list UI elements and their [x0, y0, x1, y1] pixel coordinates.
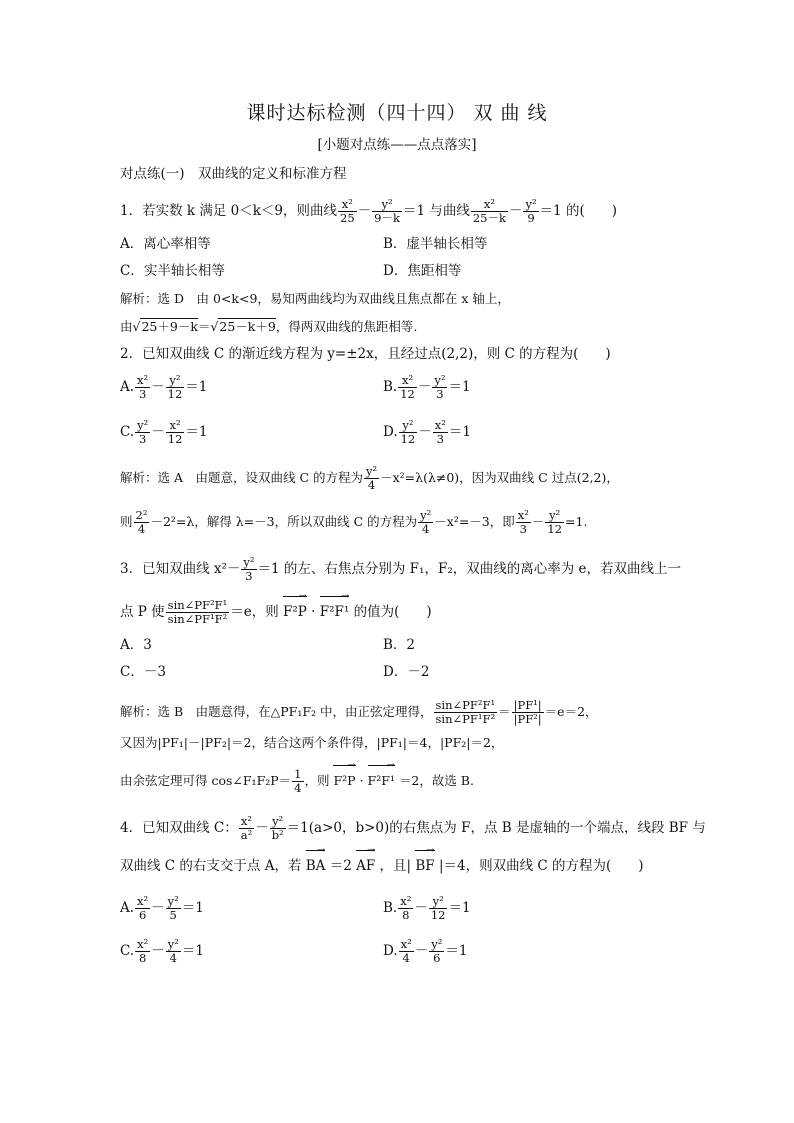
q2-ana2-c: －x²=－3，即 [434, 514, 515, 529]
q2-d-d2: 3 [436, 432, 444, 446]
q1-stem-text: 1．若实数 k 满足 0＜k＜9，则曲线 [120, 203, 338, 219]
q2-ana2-frac1 [134, 509, 150, 536]
q4-c-d2: 4 [169, 951, 177, 965]
q1-frac-1-den: 25 [340, 211, 355, 225]
q4-line2-c: ，且| [375, 858, 416, 874]
q2-b-eq: ＝1 [448, 379, 471, 395]
q3-ana3-vector-2: → F²F¹ [368, 772, 395, 790]
q3-ana3-vector-1: → F²P [333, 772, 355, 790]
q4-frac-2-n: y² [270, 815, 286, 829]
q2-a-n2: y² [166, 374, 185, 388]
q2-d-minus: － [418, 424, 432, 440]
q4-a-n2: y² [167, 894, 179, 908]
q4-b-frac2 [429, 895, 448, 922]
q2-c-minus: － [151, 424, 165, 440]
q4-c-n1: x² [137, 937, 149, 951]
q3-analysis-1 [120, 699, 598, 726]
q1-stem-end: ＝1 的( ) [539, 203, 617, 219]
q2-a-frac2 [166, 374, 185, 401]
q4-b-d2: 12 [430, 908, 446, 922]
q2-option-c [120, 419, 207, 446]
q1-option-c: C．实半轴长相等 [120, 263, 225, 279]
q4-c-frac2 [166, 938, 181, 965]
q4-c-eq: ＝1 [181, 943, 204, 959]
q3-option-d: D．－2 [383, 664, 430, 680]
q2-option-d [383, 419, 471, 446]
q1-analysis-1: 解析：选 D 由 0<k<9，易知两曲线均为双曲线且焦点都在 x 轴上， [120, 291, 510, 306]
q2-ana1-n: y² [366, 464, 378, 478]
q3-stem-a: 3．已知双曲线 x²－ [120, 561, 241, 577]
q2-d-eq: ＝1 [448, 424, 471, 440]
q1-frac-1 [338, 198, 357, 225]
q2-b-n1: x² [398, 374, 417, 388]
q3-ana1-b: ＝e＝2， [544, 704, 598, 719]
q3-stem-1 [120, 556, 681, 583]
q4-d-d1: 4 [402, 951, 410, 965]
q3-ana1-eq: ＝ [498, 704, 511, 719]
q4-d-d2: 6 [433, 951, 441, 965]
q3-vector-1: → F²P [283, 603, 307, 621]
q3-option-a: A．3 [120, 637, 152, 653]
q4-a-d2: 5 [169, 908, 177, 922]
q2-c-label: C. [120, 424, 135, 440]
q3-sin-n: sin∠PF²F¹ [167, 598, 228, 612]
q2-a-eq: ＝1 [185, 379, 208, 395]
q4-b-frac1 [398, 895, 413, 922]
q4-c-n2: y² [167, 937, 179, 951]
q4-a-label: A. [120, 900, 135, 916]
q3-stem-b: ＝1 的左、右焦点分别为 F₁，F₂，双曲线的离心率为 e，若双曲线上一 [257, 561, 682, 577]
q1-option-a: A．离心率相等 [120, 236, 211, 252]
q4-option-a [120, 895, 204, 922]
q1-minus-1: － [357, 203, 372, 219]
q4-b-eq: ＝1 [448, 900, 471, 916]
q3-option-b: B．2 [383, 637, 416, 653]
q4-option-d [383, 938, 467, 965]
q4-d-n2: y² [431, 937, 443, 951]
q4-b-d1: 8 [402, 908, 410, 922]
q1-frac-4 [523, 198, 538, 225]
q3-line2-c: 的值为( ) [349, 604, 432, 620]
q2-c-eq: ＝1 [185, 424, 208, 440]
q2-b-frac2 [432, 374, 447, 401]
q1-option-d: D．焦距相等 [383, 263, 462, 279]
q2-analysis-2 [120, 509, 587, 536]
q1-ana2-d: 25－k＋9 [219, 319, 276, 334]
q2-ana1-b: －x²=λ(λ≠0)，因为双曲线 C 过点(2,2)， [380, 470, 619, 485]
q1-stem [120, 198, 617, 225]
q2-ana1-a: 解析：选 A 由题意，设双曲线 C 的方程为 [120, 470, 364, 485]
q4-b-n2: y² [429, 895, 448, 909]
q2-ana1-frac [364, 465, 379, 492]
q4-d-frac1 [399, 938, 414, 965]
q4-vector-ba: → BA [306, 857, 326, 875]
q3-ana3-d: 4 [294, 781, 302, 795]
q2-c-d1: 3 [139, 432, 147, 446]
q2-ana2-d3: 3 [519, 522, 527, 536]
q2-b-n2: y² [434, 373, 446, 387]
q4-frac-1-d: a² [240, 828, 253, 842]
q2-ana2-e: =1. [565, 514, 588, 529]
q4-b-minus: － [414, 900, 428, 916]
q4-a-eq: ＝1 [181, 900, 204, 916]
q1-frac-3 [471, 198, 508, 225]
q1-frac-1-num: x² [338, 198, 357, 212]
q1-ana2-c: ＝√ [197, 319, 219, 334]
q2-ana2-n3: x² [517, 508, 529, 522]
q1-option-b: B．虚半轴长相等 [383, 236, 488, 252]
q4-d-minus: － [414, 943, 429, 959]
q4-vector-bf: → BF [415, 857, 434, 875]
q2-ana2-frac3 [516, 509, 531, 536]
q3-frac [241, 556, 256, 583]
q2-option-b [383, 374, 471, 401]
q2-a-d1: 3 [138, 387, 147, 401]
q2-ana2-frac2 [418, 509, 433, 536]
q4-stem-1 [120, 815, 706, 842]
q1-analysis-2 [120, 318, 417, 336]
q1-frac-4-num: y² [525, 197, 537, 211]
q2-b-label: B. [383, 379, 398, 395]
q2-option-a [120, 374, 207, 401]
q2-ana2-frac4 [545, 509, 564, 536]
q3-ana3-dot: · [355, 773, 368, 788]
q2-d-frac2 [433, 419, 448, 446]
q2-ana1-d: 4 [367, 478, 376, 492]
q1-mid-text: ＝1 与曲线 [402, 203, 470, 219]
q3-dot: · [306, 604, 320, 620]
q1-frac-4-den: 9 [527, 211, 535, 225]
q3-vector-2: → F²F¹ [320, 603, 350, 621]
q2-b-d1: 12 [400, 387, 415, 401]
q2-ana2-d2: 4 [422, 522, 430, 536]
q2-c-frac2 [166, 419, 185, 446]
q2-d-n2: x² [434, 418, 446, 432]
q4-b-n1: x² [400, 894, 412, 908]
q4-stem-2 [120, 857, 644, 875]
q4-line2-b: ＝2 [325, 858, 357, 874]
q2-c-d2: 12 [167, 432, 183, 446]
q3-ana1-n1: sin∠PF²F¹ [435, 698, 496, 712]
q1-ana2-b: 25＋9－k [141, 319, 198, 334]
q4-c-label: C. [120, 943, 135, 959]
q2-c-n2: x² [166, 419, 185, 433]
q4-a-frac1 [135, 895, 150, 922]
section-heading: 对点练(一) 双曲线的定义和标准方程 [120, 166, 347, 182]
q4-option-b [383, 895, 471, 922]
q2-ana2-b: －2²=λ，解得 λ=－3，所以双曲线 C 的方程为 [150, 514, 418, 529]
page-title: 课时达标检测（四十四） 双 曲 线 [246, 102, 548, 124]
q3-line2-b: ＝e，则 [230, 604, 283, 620]
q2-ana2-n4: y² [545, 509, 564, 523]
q4-minus: － [255, 820, 269, 836]
q4-stem-a: 4．已知双曲线 C： [120, 820, 238, 836]
q2-d-n1: y² [399, 419, 418, 433]
q3-line2-a: 点 P 使 [120, 604, 165, 620]
q4-vector-af: → AF [356, 857, 375, 875]
q4-a-n1: x² [137, 894, 149, 908]
q2-ana2-n1: 2² [135, 508, 148, 522]
q1-frac-3-num: x² [471, 198, 508, 212]
q1-frac-2-den: 9－k [374, 211, 400, 225]
q2-a-label: A. [120, 379, 135, 395]
q3-ana3-c: ＝2，故选 B. [394, 773, 474, 788]
q4-c-d1: 8 [139, 951, 147, 965]
q3-ana3-a: 由余弦定理可得 cos∠F₁F₂P＝ [120, 773, 292, 788]
q3-frac-n: y² [243, 555, 255, 569]
q4-frac-1-n: x² [239, 815, 254, 829]
q3-option-c: C．－3 [120, 664, 166, 680]
q2-stem: 2．已知双曲线 C 的渐近线方程为 y=±2x，且经过点(2,2)，则 C 的方程为( ) [120, 346, 611, 362]
q4-a-minus: － [151, 900, 165, 916]
q2-ana2-d1: 4 [137, 522, 146, 536]
q2-c-frac1 [135, 419, 150, 446]
q2-a-frac1 [135, 374, 150, 401]
q1-frac-2-num: y² [372, 198, 402, 212]
q3-ana1-d2: |PF²| [513, 712, 542, 726]
q3-ana1-frac2 [512, 699, 544, 726]
q4-d-label: D. [383, 943, 398, 959]
q3-sin-d: sin∠PF¹F² [167, 612, 228, 626]
q4-d-eq: ＝1 [445, 943, 468, 959]
q2-b-d2: 3 [436, 387, 444, 401]
q2-analysis-1 [120, 465, 619, 492]
q4-c-frac1 [135, 938, 150, 965]
page-subtitle: [小题对点练——点点落实] [317, 137, 477, 153]
q4-frac-2-d: b² [271, 828, 284, 842]
q3-ana3-frac [292, 768, 303, 795]
q1-ana2-a: 由√ [120, 319, 141, 334]
q4-frac-1 [239, 815, 254, 842]
q4-stem-b: ＝1(a>0，b>0)的右焦点为 F，点 B 是虚轴的一个端点，线段 BF 与 [286, 820, 706, 836]
q2-ana2-minus: － [531, 514, 545, 529]
q3-ana1-d1: sin∠PF¹F² [435, 712, 496, 726]
q2-d-label: D. [383, 424, 398, 440]
q2-ana2-d4: 12 [547, 522, 563, 536]
q1-minus-2: － [508, 203, 523, 219]
q2-ana2-a: 则 [120, 514, 133, 529]
q3-ana3-b: ，则 [304, 773, 334, 788]
q2-ana2-n2: y² [420, 508, 432, 522]
q3-stem-2 [120, 599, 432, 626]
q3-sin-frac [166, 599, 230, 626]
q2-b-frac1 [398, 374, 417, 401]
q1-frac-2 [372, 198, 402, 225]
q3-analysis-2: 又因为|PF₁|－|PF₂|＝2，结合这两个条件得，|PF₁|＝4，|PF₂|＝2， [120, 735, 504, 750]
q4-line2-d: |＝4，则双曲线 C 的方程为( ) [434, 858, 644, 874]
q4-option-c [120, 938, 204, 965]
q2-d-frac1 [399, 419, 418, 446]
q3-ana1-frac1 [434, 699, 498, 726]
q3-frac-d: 3 [245, 569, 253, 583]
q4-b-label: B. [383, 900, 398, 916]
q3-ana3-n: 1 [294, 767, 302, 781]
q4-a-frac2 [166, 895, 181, 922]
q2-c-n1: y² [137, 418, 149, 432]
q1-frac-3-den: 25－k [472, 211, 506, 225]
q2-b-minus: － [417, 379, 432, 395]
q4-c-minus: － [151, 943, 165, 959]
q4-line2-a: 双曲线 C 的右支交于点 A，若 [120, 858, 306, 874]
q3-ana1-a: 解析：选 B 由题意得，在△PF₁F₂ 中，由正弦定理得， [120, 704, 433, 719]
q4-d-n1: x² [400, 937, 412, 951]
q4-d-frac2 [429, 938, 444, 965]
q1-ana2-e: ，得两双曲线的焦距相等. [275, 319, 418, 334]
q2-a-minus: － [151, 379, 165, 395]
q2-a-d2: 12 [167, 387, 183, 401]
q2-d-d1: 12 [400, 432, 416, 446]
q2-a-n1: x² [137, 373, 149, 387]
q4-frac-2 [270, 815, 286, 842]
q4-a-d1: 6 [138, 908, 147, 922]
q3-analysis-3 [120, 768, 474, 795]
q3-ana1-n2: |PF¹| [513, 698, 542, 712]
